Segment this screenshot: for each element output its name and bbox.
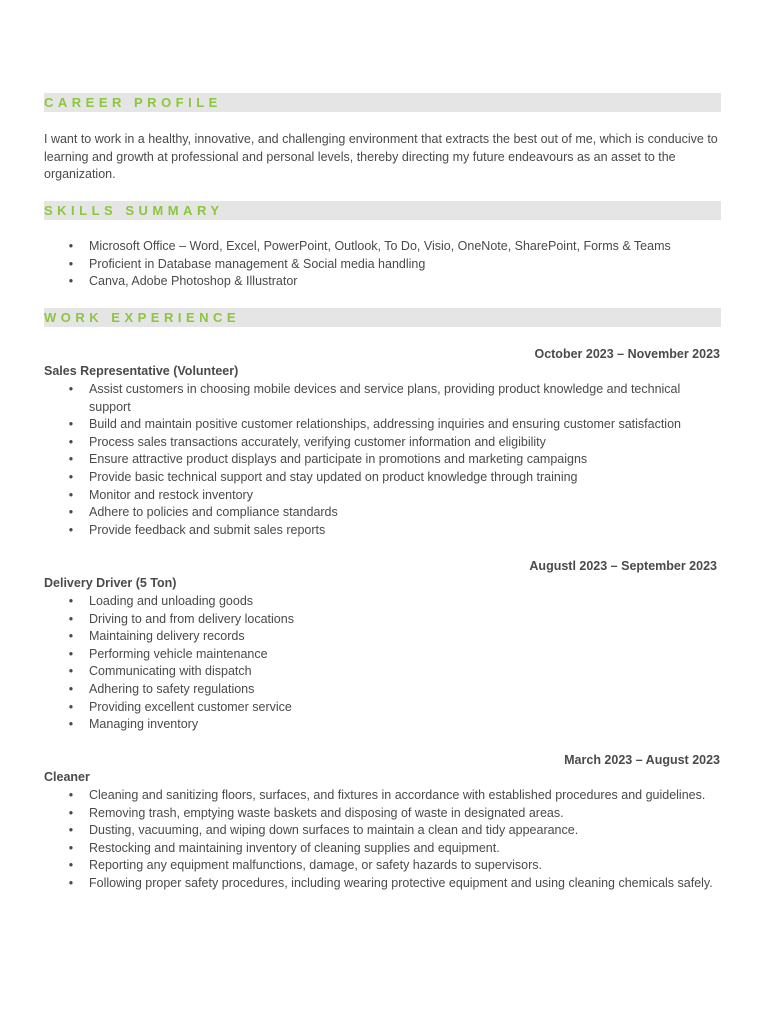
bullet-icon: • <box>68 717 74 732</box>
bullet-icon: • <box>68 646 74 661</box>
list-item: • Process sales transactions accurately, verifying customer information and eligibility <box>44 434 724 452</box>
job-dates: Augustl 2023 – September 2023 <box>529 559 717 573</box>
list-item: • Loading and unloading goods <box>44 593 724 611</box>
list-item: • Adhering to safety regulations <box>44 681 724 699</box>
bullet-icon: • <box>68 434 74 449</box>
bullet-icon: • <box>68 256 74 271</box>
list-item: • Assist customers in choosing mobile devices and service plans, providing product knowledge and technical support <box>44 381 724 416</box>
bullet-icon: • <box>68 840 74 855</box>
list-item: • Monitor and restock inventory <box>44 487 724 505</box>
list-item: • Removing trash, emptying waste baskets and disposing of waste in designated areas. <box>44 805 724 823</box>
list-item: • Microsoft Office – Word, Excel, PowerPoint, Outlook, To Do, Visio, OneNote, SharePoint, Forms & Teams <box>44 238 724 256</box>
job-dates: October 2023 – November 2023 <box>534 347 720 361</box>
bullet-icon: • <box>68 417 74 432</box>
bullet-icon: • <box>68 858 74 873</box>
skills-list <box>44 238 724 291</box>
list-item: • Provide basic technical support and stay updated on product knowledge through training <box>44 469 724 487</box>
list-item: • Ensure attractive product displays and participate in promotions and marketing campaigns <box>44 451 724 469</box>
job-dates: March 2023 – August 2023 <box>564 753 720 767</box>
list-item: • Managing inventory <box>44 716 724 734</box>
list-item: • Dusting, vacuuming, and wiping down surfaces to maintain a clean and tidy appearance. <box>44 822 724 840</box>
list-item: • Performing vehicle maintenance <box>44 646 724 664</box>
list-item: • Providing excellent customer service <box>44 699 724 717</box>
bullet-icon: • <box>68 664 74 679</box>
bullet-icon: • <box>68 382 74 396</box>
list-item: • Reporting any equipment malfunctions, damage, or safety hazards to supervisors. <box>44 857 724 875</box>
bullet-icon: • <box>68 469 74 484</box>
job-duties-list <box>44 381 724 539</box>
bullet-icon: • <box>68 875 74 890</box>
bullet-icon: • <box>68 681 74 696</box>
list-item: • Canva, Adobe Photoshop & Illustrator <box>44 273 724 291</box>
list-item: • Build and maintain positive customer relationships, addressing inquiries and ensuring customer satisfaction <box>44 416 724 434</box>
bullet-icon: • <box>68 239 74 253</box>
career-profile-text: I want to work in a healthy, innovative, and challenging environment that extracts the best out of me, which is conducive to learning and growth at professional and personal levels, thereby directing my future endeavours as an asset to the organization. <box>44 132 718 181</box>
list-item: • Cleaning and sanitizing floors, surfaces, and fixtures in accordance with established procedures and guidelines. <box>44 787 724 805</box>
job-title: Delivery Driver (5 Ton) <box>44 576 177 590</box>
list-item: • Restocking and maintaining inventory of cleaning supplies and equipment. <box>44 840 724 858</box>
list-item: • Provide feedback and submit sales reports <box>44 522 724 540</box>
list-item: • Adhere to policies and compliance standards <box>44 504 724 522</box>
bullet-icon: • <box>68 274 74 289</box>
bullet-icon: • <box>68 699 74 714</box>
bullet-icon: • <box>68 823 74 838</box>
bullet-icon: • <box>68 594 74 608</box>
job-duties-list <box>44 787 724 893</box>
bullet-icon: • <box>68 611 74 626</box>
bullet-icon: • <box>68 452 74 467</box>
bullet-icon: • <box>68 629 74 644</box>
list-item: • Driving to and from delivery locations <box>44 611 724 629</box>
skills-summary-heading: SKILLS SUMMARY <box>44 201 721 220</box>
bullet-icon: • <box>68 505 74 520</box>
bullet-icon: • <box>68 788 74 802</box>
bullet-icon: • <box>68 522 74 537</box>
bullet-icon: • <box>68 487 74 502</box>
work-experience-heading: WORK EXPERIENCE <box>44 308 721 327</box>
job-duties-list <box>44 593 724 734</box>
bullet-icon: • <box>68 805 74 820</box>
list-item: • Maintaining delivery records <box>44 628 724 646</box>
job-title: Sales Representative (Volunteer) <box>44 364 239 378</box>
career-profile-heading: CAREER PROFILE <box>44 93 721 112</box>
job-title: Cleaner <box>44 770 90 784</box>
list-item: • Proficient in Database management & Social media handling <box>44 256 724 274</box>
list-item: • Following proper safety procedures, including wearing protective equipment and using cleaning chemicals safely. <box>44 875 724 893</box>
list-item: • Communicating with dispatch <box>44 663 724 681</box>
